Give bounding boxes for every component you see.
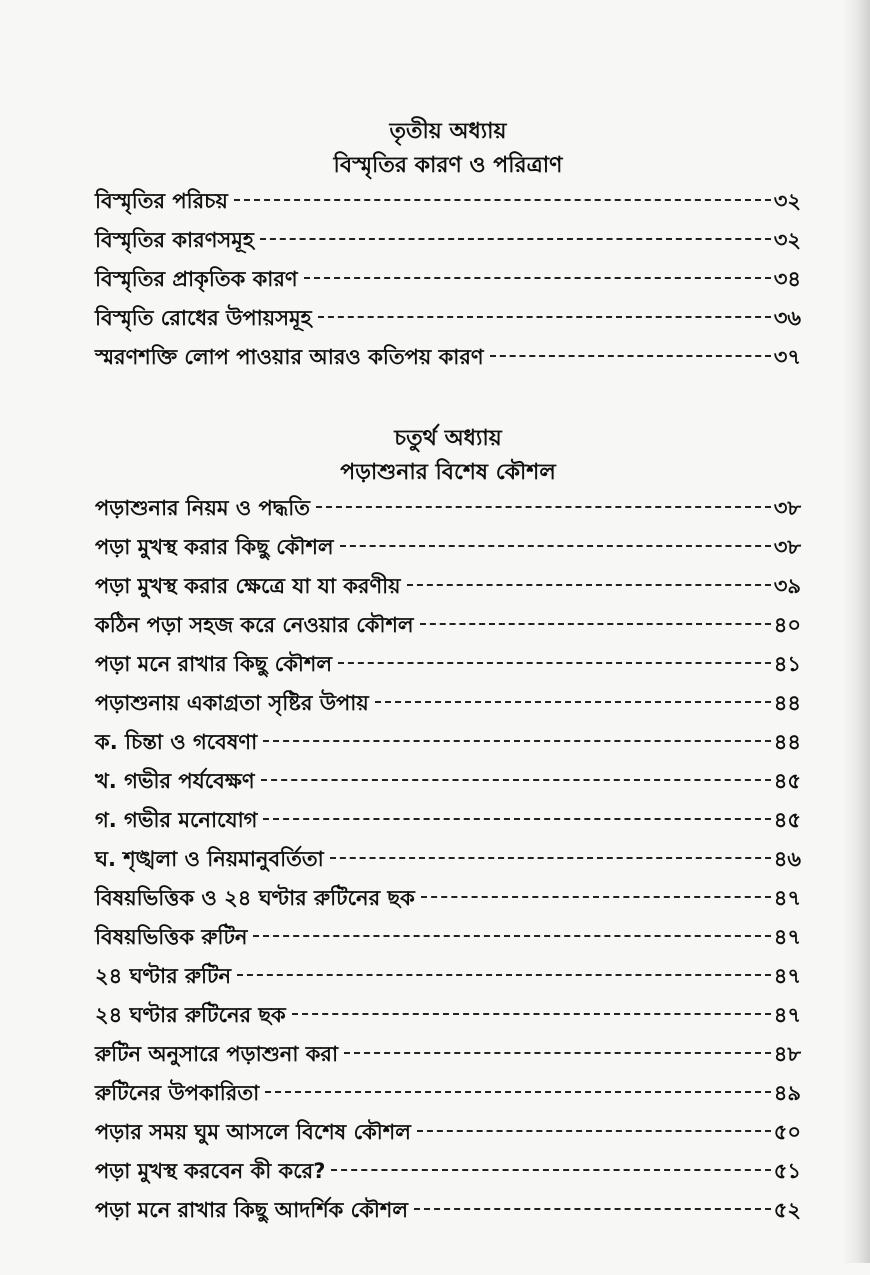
dotted-leader bbox=[263, 740, 771, 742]
entry-title: রুটিনের উপকারিতা bbox=[95, 1081, 260, 1105]
dotted-leader bbox=[420, 623, 771, 625]
entry-page-number: ৪৫ bbox=[773, 769, 801, 793]
chapter-number: তৃতীয় অধ্যায় bbox=[389, 119, 507, 144]
dotted-leader bbox=[338, 662, 771, 664]
entry-page-number: ৩৭ bbox=[773, 345, 801, 369]
dotted-leader bbox=[265, 1091, 771, 1093]
entry-title: বিষয়ভিত্তিক ও ২৪ ঘণ্টার রুটিনের ছক bbox=[95, 886, 415, 910]
dotted-leader bbox=[414, 1208, 771, 1210]
chapter-3 bbox=[95, 115, 801, 380]
toc-entry bbox=[95, 263, 801, 302]
toc-entry bbox=[95, 765, 801, 804]
entry-title: ২৪ ঘণ্টার রুটিনের ছক bbox=[95, 1003, 286, 1027]
toc-entry bbox=[95, 1194, 801, 1233]
dotted-leader bbox=[330, 857, 771, 859]
entry-title: পড়ার সময় ঘুম আসলে বিশেষ কৌশল bbox=[95, 1120, 411, 1144]
toc-entry bbox=[95, 648, 801, 687]
entry-title: স্মরণশক্তি লোপ পাওয়ার আরও কতিপয় কারণ bbox=[95, 345, 484, 369]
dotted-leader bbox=[421, 896, 771, 898]
entry-title: গ. গভীর মনোযোগ bbox=[95, 808, 258, 832]
dotted-leader bbox=[292, 1013, 771, 1015]
dotted-leader bbox=[490, 355, 771, 357]
toc-entry bbox=[95, 609, 801, 648]
dotted-leader bbox=[331, 1169, 770, 1171]
entry-page-number: ৪০ bbox=[773, 613, 801, 637]
entry-title: পড়াশুনার নিয়ম ও পদ্ধতি bbox=[95, 496, 310, 520]
entry-page-number: ৪৯ bbox=[773, 1081, 801, 1105]
entry-page-number: ৩৪ bbox=[773, 267, 801, 291]
entry-page-number: ৩৮ bbox=[773, 535, 801, 559]
dotted-leader bbox=[318, 316, 771, 318]
entry-page-number: ৪৭ bbox=[773, 886, 801, 910]
toc-entry bbox=[95, 1155, 801, 1194]
entry-title: খ. গভীর পর্যবেক্ষণ bbox=[95, 769, 255, 793]
entry-title: পড়া মনে রাখার কিছু আদর্শিক কৌশল bbox=[95, 1198, 408, 1222]
entry-page-number: ৪৭ bbox=[773, 925, 801, 949]
toc-entry bbox=[95, 882, 801, 921]
entry-page-number: ৩২ bbox=[773, 228, 801, 252]
entry-page-number: ৪৭ bbox=[773, 964, 801, 988]
entry-title: বিস্মৃতির পরিচয় bbox=[95, 189, 228, 213]
entry-title: ২৪ ঘণ্টার রুটিন bbox=[95, 964, 232, 988]
entry-title: রুটিন অনুসারে পড়াশুনা করা bbox=[95, 1042, 339, 1066]
toc-entry-list bbox=[95, 185, 801, 380]
entry-title: কঠিন পড়া সহজ করে নেওয়ার কৌশল bbox=[95, 613, 414, 637]
entry-title: পড়া মুখস্থ করার ক্ষেত্রে যা যা করণীয় bbox=[95, 574, 401, 598]
entry-title: পড়াশুনায় একাগ্রতা সৃষ্টির উপায় bbox=[95, 691, 369, 715]
entry-title: পড়া মুখস্থ করার কিছু কৌশল bbox=[95, 535, 334, 559]
dotted-leader bbox=[253, 935, 770, 937]
dotted-leader bbox=[263, 818, 770, 820]
entry-title: ক. চিন্তা ও গবেষণা bbox=[95, 730, 258, 754]
entry-title: বিস্মৃতি রোধের উপায়সমূহ bbox=[95, 306, 312, 330]
toc-entry bbox=[95, 224, 801, 263]
chapter-4 bbox=[95, 422, 801, 1233]
dotted-leader bbox=[344, 1052, 771, 1054]
entry-page-number: ৪৬ bbox=[773, 847, 801, 871]
chapter-title: বিস্মৃতির কারণ ও পরিত্রাণ bbox=[333, 153, 563, 178]
dotted-leader bbox=[234, 199, 771, 201]
entry-page-number: ৫২ bbox=[773, 1198, 801, 1222]
dotted-leader bbox=[316, 506, 771, 508]
toc-entry bbox=[95, 921, 801, 960]
entry-page-number: ৪৪ bbox=[773, 730, 801, 754]
entry-page-number: ৫০ bbox=[773, 1120, 801, 1144]
toc-entry bbox=[95, 999, 801, 1038]
entry-page-number: ৪৪ bbox=[773, 691, 801, 715]
toc-entry bbox=[95, 492, 801, 531]
dotted-leader bbox=[417, 1130, 771, 1132]
dotted-leader bbox=[304, 277, 771, 279]
entry-title: বিস্মৃতির কারণসমূহ bbox=[95, 228, 254, 252]
toc-entry bbox=[95, 726, 801, 765]
dotted-leader bbox=[237, 974, 771, 976]
entry-title: বিষয়ভিত্তিক রুটিন bbox=[95, 925, 248, 949]
toc-entry bbox=[95, 570, 801, 609]
entry-page-number: ৪৭ bbox=[773, 1003, 801, 1027]
table-of-contents bbox=[95, 115, 801, 1275]
entry-title: পড়া মনে রাখার কিছু কৌশল bbox=[95, 652, 333, 676]
toc-entry bbox=[95, 843, 801, 882]
dotted-leader bbox=[375, 701, 771, 703]
entry-page-number: ৩৮ bbox=[773, 496, 801, 520]
chapter-number: চতুর্থ অধ্যায় bbox=[394, 426, 502, 451]
toc-entry bbox=[95, 687, 801, 726]
page-edge-shadow bbox=[842, 0, 870, 1263]
toc-entry bbox=[95, 531, 801, 570]
toc-entry bbox=[95, 302, 801, 341]
dotted-leader bbox=[261, 779, 771, 781]
entry-page-number: ৪৮ bbox=[773, 1042, 801, 1066]
toc-entry bbox=[95, 1038, 801, 1077]
entry-page-number: ৩২ bbox=[773, 189, 801, 213]
entry-page-number: ৫১ bbox=[773, 1159, 801, 1183]
toc-entry-list bbox=[95, 492, 801, 1233]
entry-page-number: ৪১ bbox=[773, 652, 801, 676]
entry-title: ঘ. শৃঙ্খলা ও নিয়মানুবর্তিতা bbox=[95, 847, 324, 871]
toc-entry bbox=[95, 1077, 801, 1116]
toc-entry bbox=[95, 185, 801, 224]
dotted-leader bbox=[260, 238, 771, 240]
entry-page-number: ৩৬ bbox=[773, 306, 801, 330]
toc-entry bbox=[95, 1116, 801, 1155]
entry-title: পড়া মুখস্থ করবেন কী করে? bbox=[95, 1159, 326, 1183]
entry-title: বিস্মৃতির প্রাকৃতিক কারণ bbox=[95, 267, 298, 291]
dotted-leader bbox=[407, 584, 771, 586]
toc-entry bbox=[95, 341, 801, 380]
entry-page-number: ৩৯ bbox=[773, 574, 801, 598]
toc-entry bbox=[95, 804, 801, 843]
entry-page-number: ৪৫ bbox=[773, 808, 801, 832]
dotted-leader bbox=[340, 545, 771, 547]
toc-entry bbox=[95, 960, 801, 999]
chapter-title: পড়াশুনার বিশেষ কৌশল bbox=[340, 460, 556, 485]
